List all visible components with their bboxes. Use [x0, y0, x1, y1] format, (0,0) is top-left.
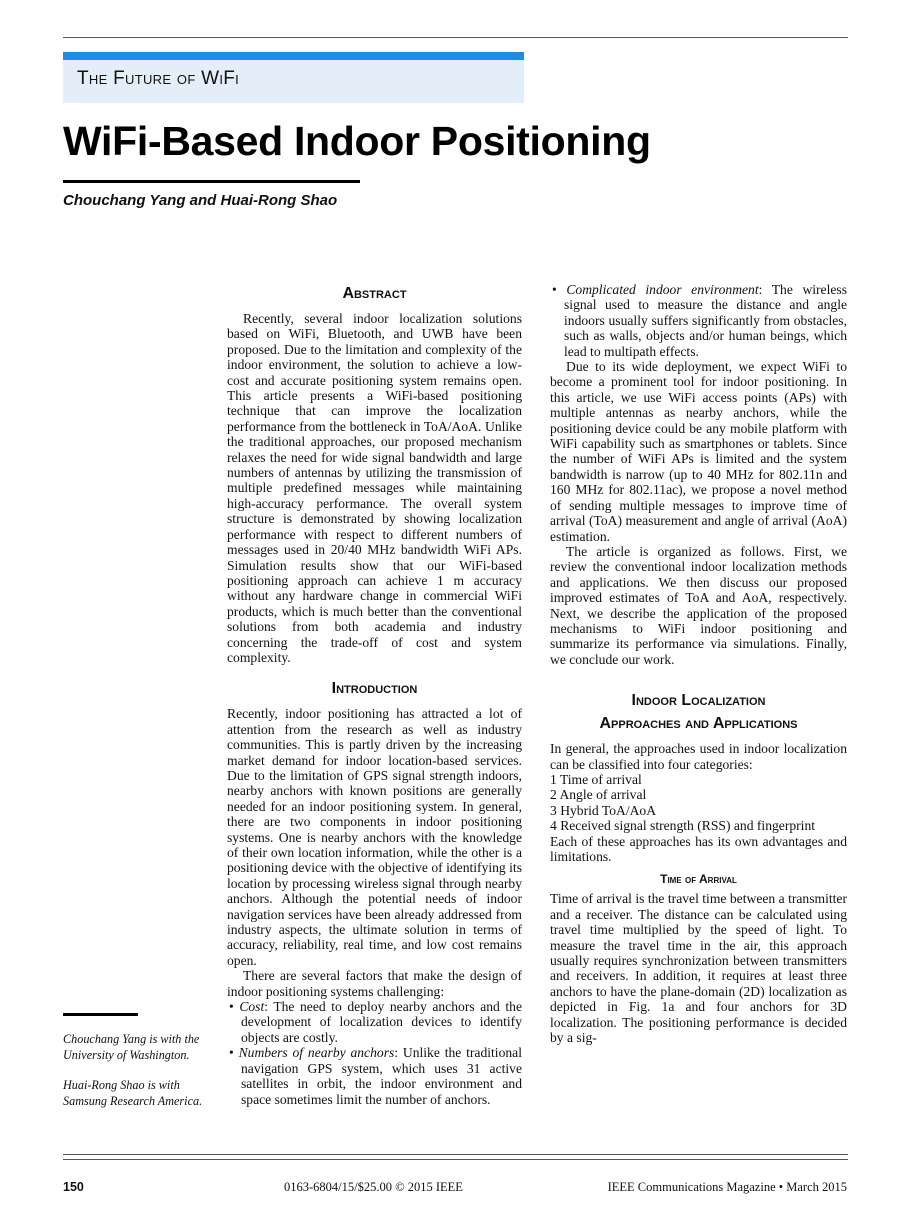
bullet-term: Complicated indoor environment: [566, 282, 759, 297]
localization-heading-line-2: Approaches and Applications: [599, 715, 798, 733]
challenge-bullet-cost: • Cost: The need to deploy nearby anchors and the development of localization devices to identify objects are costly.: [229, 999, 522, 1045]
author-affiliations: [63, 1031, 208, 1123]
top-rule: [63, 37, 848, 38]
introduction-paragraph-3: Due to its wide deployment, we expect WiFi to become a prominent tool for indoor positioning. In this article, we use WiFi access points (APs) with multiple antennas as nearby anchors, while the positioning device could be any mobile platform with WiFi capability such as smartphones or tablets. Since the number of WiFi APs is limited and the system bandwidth is narrow (up to 40 MHz for 802.11n and 160 MHz for 802.11ac), we propose a novel method of sending multiple messages to improve time of arrival (ToA) measurement and angle of arrival (AoA) estimation.: [550, 359, 847, 544]
category-item: 4 Received signal strength (RSS) and fingerprint: [550, 818, 816, 834]
article-title: WiFi-Based Indoor Positioning: [63, 118, 651, 164]
introduction-paragraph-4: The article is organized as follows. First, we review the conventional indoor localization methods and applications. We then discuss our proposed improved estimates of ToA and AoA, respectively. Next, we describe the application of the proposed mechanisms to WiFi indoor positioning and summarize its performance via simulations. Finally, we conclude our work.: [550, 543, 847, 667]
bullet-term: Numbers of nearby anchors: [238, 1045, 395, 1061]
title-rule: [63, 180, 360, 183]
bullet-text: : The wireless signal used to measure the distance and angle indoors usually suffers significantly from obstacles, such as walls, objects and/or human beings, which lead to multipath effects.: [564, 282, 847, 359]
section-label: The Future of WiFi: [77, 68, 240, 89]
toa-heading: Time of Arrival: [660, 872, 737, 887]
challenge-bullet-environment: • Complicated indoor environment: The wireless signal used to measure the distance and angle indoors usually suffers significantly from obstacles, such as walls, objects and/or human beings, which lead to multipath effects.: [552, 282, 847, 359]
journal-info: IEEE Communications Magazine • March 2015: [607, 1180, 847, 1194]
localization-heading: [550, 689, 847, 735]
challenge-bullet-anchors: • Numbers of nearby anchors: Unlike the traditional navigation GPS system, which uses 31 active satellites in orbit, the indoor environment and space sometimes limit the number of anchors.: [229, 1045, 522, 1107]
page-number: 150: [63, 1180, 84, 1194]
localization-outro: Each of these approaches has its own advantages and limitations.: [550, 833, 847, 864]
category-item: 1 Time of arrival: [550, 771, 642, 787]
column-right: [550, 282, 847, 1045]
section-banner-bar: [63, 52, 524, 60]
column-left: [227, 282, 522, 1107]
abstract-heading: Abstract: [342, 285, 407, 302]
footer-rule-top: [63, 1154, 848, 1155]
sidebar-rule: [63, 1013, 138, 1016]
footer-rule-bottom: [63, 1159, 848, 1160]
introduction-heading: Introduction: [331, 680, 418, 698]
abstract-text: Recently, several indoor localization solutions based on WiFi, Bluetooth, and UWB have been proposed. Due to the limitation and complexity of the indoor environment, the solution to achieve a low-cost and accurate positioning system remains open. This article presents a WiFi-based positioning technique that can improve the localization performance from the bottleneck in ToA/AoA. Unlike the traditional approaches, our proposed mechanism relaxes the need for wide signal bandwidth and large numbers of antennas by utilizing the transmission of multiple predefined messages while maintaining high-accuracy performance. The overall system structure is demonstrated by showing localization performance with respect to different numbers of messages used in 20/40 MHz bandwidth WiFi APs. Simulation results show that our WiFi-based positioning approach can achieve 1 m accuracy without any hardware change in commercial WiFi products, which is much better than the conventional solutions from both academia and industry concerning the trade-off of cost and system complexity.: [227, 311, 522, 665]
localization-heading-line-1: Indoor Localization: [631, 692, 766, 710]
category-item: 3 Hybrid ToA/AoA: [550, 802, 657, 818]
toa-text: Time of arrival is the travel time between a transmitter and a receiver. The distance can be calculated using travel time multiplied by the speed of light. To measure the travel time in the air, this approach usually requires synchronization between transmitters and receivers. In addition, it requires at least three anchors to have the plane-domain (2D) localization as depicted in Fig. 1a and four anchors for 3D localization. The positioning performance is decided by a sig-: [550, 891, 847, 1046]
category-item: 2 Angle of arrival: [550, 787, 647, 803]
section-banner: [63, 52, 524, 103]
copyright-notice: 0163-6804/15/$25.00 © 2015 IEEE: [284, 1180, 463, 1194]
introduction-paragraph-1: Recently, indoor positioning has attracted a lot of attention from the research as well as industry communities. This is partly driven by the increasing market demand for indoor location-based services. Due to the limitation of GPS signal strength indoors, nearby anchors with known positions are generally needed for an indoor positioning system. In general, there are two components in indoor positioning systems. One is nearby anchors with the knowledge of their own location information, while the other is a positioning device with the objective of identifying its location by processing wireless signal through nearby anchors. Although the potential needs of indoor navigation services have been already addressed from industry aspects, the ultimate solution in terms of accuracy, reliability, real time, and low cost remains open.: [227, 706, 522, 968]
bullet-text: : Unlike the traditional navigation GPS system, which uses 31 active satellites in orbit, the indoor environment and space sometimes limit the number of anchors.: [241, 1045, 522, 1107]
bullet-term: Cost: [239, 999, 265, 1015]
localization-intro: In general, the approaches used in indoor localization can be classified into four categories:: [550, 741, 847, 772]
author-affiliation-1: Chouchang Yang is with the University of Washington.: [63, 1032, 200, 1062]
introduction-paragraph-2: There are several factors that make the design of indoor positioning systems challenging:: [227, 968, 522, 999]
article-authors: Chouchang Yang and Huai-Rong Shao: [63, 192, 338, 209]
bullet-text: : The need to deploy nearby anchors and the development of localization devices to identify objects are costly.: [241, 999, 522, 1045]
author-affiliation-2: Huai-Rong Shao is with Samsung Research America.: [63, 1078, 203, 1108]
